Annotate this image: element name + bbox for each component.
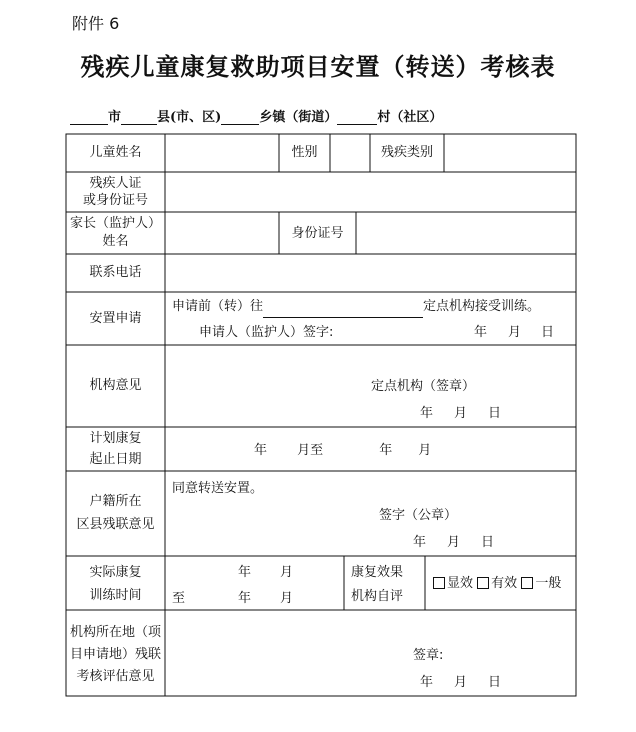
assessment-sign: 签章:	[413, 648, 444, 663]
institution-date-year: 年	[420, 406, 434, 421]
child-name-label: 儿童姓名	[89, 145, 142, 160]
assessment-date-month: 月	[454, 675, 468, 690]
placement-date-year: 年	[474, 325, 488, 340]
institution-stamp: 定点机构（签章）	[371, 379, 476, 394]
household-date-month: 月	[447, 535, 461, 550]
effect-option-average[interactable]: 一般	[521, 576, 561, 591]
id-number-label: 残疾人证 或身份证号	[82, 176, 148, 208]
phone-field[interactable]	[166, 255, 575, 291]
household-sign: 签字（公章）	[379, 508, 458, 523]
page-title: 残疾儿童康复救助项目安置（转送）考核表	[80, 52, 556, 81]
phone-label: 联系电话	[89, 265, 142, 280]
village-label: 村（社区）	[377, 110, 443, 125]
institution-date-month: 月	[454, 406, 468, 421]
town-label: 乡镇（街道）	[259, 110, 338, 125]
county-blank[interactable]	[121, 110, 157, 125]
guardian-id-field[interactable]	[357, 213, 575, 253]
city-label: 市	[108, 110, 122, 125]
child-name-field[interactable]	[166, 135, 278, 171]
placement-signer: 申请人（监护人）签字:	[199, 325, 334, 340]
disability-type-label: 残疾类别	[380, 145, 433, 160]
effect-option-effective[interactable]: 有效	[477, 576, 517, 591]
household-opinion-label: 户籍所在 区县残联意见	[76, 494, 155, 532]
household-date-year: 年	[413, 535, 427, 550]
actual-start-year: 年	[238, 565, 252, 580]
effect-option-significant[interactable]: 显效	[433, 576, 473, 591]
address-line	[70, 106, 442, 125]
county-label: 县(市、区)	[157, 110, 222, 125]
village-blank[interactable]	[337, 110, 377, 125]
target-institution-field[interactable]	[263, 303, 423, 318]
checkbox-icon	[477, 577, 489, 589]
id-number-field[interactable]	[166, 173, 575, 211]
placement-label: 安置申请	[89, 311, 142, 326]
checkbox-icon	[433, 577, 445, 589]
plan-dates-label: 计划康复 起止日期	[89, 431, 142, 467]
actual-to: 至	[172, 591, 186, 606]
placement-date-month: 月	[508, 325, 522, 340]
guardian-name-field[interactable]	[166, 213, 278, 253]
guardian-id-label: 身份证号	[291, 226, 344, 241]
placement-request-line: 申请前（转）往 定点机构接受训练。	[172, 296, 540, 318]
gender-label: 性别	[291, 145, 318, 160]
actual-time-label: 实际康复 训练时间	[89, 565, 142, 603]
city-blank[interactable]	[70, 110, 108, 125]
attachment-label: 附件 6	[72, 14, 120, 33]
plan-dates-text: 年 月至 年 月	[254, 443, 432, 458]
actual-end-year: 年	[238, 591, 252, 606]
placement-date-day: 日	[541, 325, 555, 340]
gender-field[interactable]	[331, 135, 369, 171]
household-consent: 同意转送安置。	[172, 481, 264, 496]
town-blank[interactable]	[221, 110, 259, 125]
effect-options	[433, 573, 561, 595]
disability-type-field[interactable]	[445, 135, 575, 171]
actual-start-month: 月	[280, 565, 294, 580]
assessment-date-year: 年	[420, 675, 434, 690]
institution-opinion-label: 机构意见	[89, 378, 142, 393]
guardian-name-label: 家长（监护人） 姓名	[69, 216, 161, 249]
checkbox-icon	[521, 577, 533, 589]
effect-self-eval-label: 康复效果 机构自评	[351, 565, 404, 604]
household-date-day: 日	[481, 535, 495, 550]
assessment-date-day: 日	[488, 675, 502, 690]
assessment-label: 机构所在地（项 目申请地）残联 考核评估意见	[69, 625, 161, 684]
institution-date-day: 日	[488, 406, 502, 421]
actual-end-month: 月	[280, 591, 294, 606]
